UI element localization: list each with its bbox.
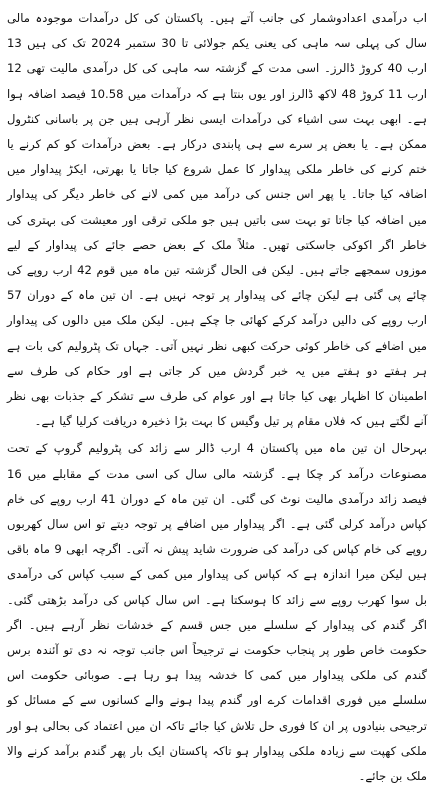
article-paragraph-2: بہرحال ان تین ماہ میں پاکستان 4 ارب ڈالر سے زائد کی پٹرولیم گروپ کے تحت مصنوعات درآمد کر چکا ہے۔ گزشتہ مالی سال کی اسی مدت کے مقابلے میں 16 فیصد زائد درآمدی مالیت نوٹ کی گئی۔ ان تین ماہ کے دوران 41 ارب روپے کی خام کپاس درآمد کرلی گئی ہے۔ اگر پیداوار میں اضافے پر توجہ دیتے تو اس سال کھربوں روپے کی خام کپاس کی درآمد کی ضرورت شاید پیش نہ آتی۔ اگرچہ ابھی 9 ماہ باقی ہیں لیکن میرا اندازہ ہے کہ کپاس کی پیداوار میں کمی کے سبب کپاس کی درآمدی بل سوا کھرب روپے سے زائد کا ہوسکتا ہے۔ اس سال کپاس کی درآمد بڑھتی گئی۔ اگر گندم کی پیداوار کے سلسلے میں جس قسم کے خدشات نظر آرہے ہیں۔ اگر حکومت خاص طور پر پنجاب حکومت نے ترجیحاً اس جانب توجہ نہ دی تو آئندہ برس گندم کی ملکی پیداوار میں کمی کا خدشہ پیدا ہو رہا ہے۔ صوبائی حکومت اس سلسلے میں فوری اقدامات کرے اور گندم پیدا ہونے والے کسانوں سے کے مسائل کو ترجیحی بنیادوں پر ان کا فوری حل تلاش کیا جائے تاکہ ان میں اعتماد کی بحالی ہو اور ملکی کھپت سے زیادہ ملکی پیداوار ہو تاکہ پاکستان ایک بار پھر گندم برآمد کرنے والا ملک بن جائے۔ <box>7 441 427 784</box>
article-paragraph-1: اب درآمدی اعدادوشمار کی جانب آتے ہیں۔ پاکستان کی کل درآمدات موجودہ مالی سال کی پہلی سہ ماہی کی یعنی یکم جولائی تا 30 ستمبر 2024 تک کی ہیں 13 ارب 40 کروڑ ڈالرز۔ اسی مدت کے گزشتہ سہ ماہی کی کل درآمدی مالیت تھی 12 ارب 11 کروڑ 48 لاکھ ڈالرز اور یوں بنتا ہے کہ درآمدات میں 10.58 فیصد اضافہ ہوا ہے۔ ابھی بہت سی اشیاء کی درآمدات ایسی نظر آرہی ہیں جن پر باسانی کنٹرول ممکن ہے۔ یا بعض پر سرے سے ہی پابندی درکار ہے۔ بعض درآمدات کو کم کرنے یا ختم کرنے کی خاطر ملکی پیداوار کا عمل شروع کیا جاتا یا بھرتی، ایکڑ پیداوار میں اضافہ کیا جاتا۔ یا پھر اس جنس کی درآمد میں کمی لانے کی خاطر دیگر کی پیداوار میں اضافہ کیا جاتا تو بہت سی باتیں ہیں جو ملکی ترقی اور معیشت کی بہتری کی خاطر اگر اکوکی جاسکتی تھیں۔ مثلاً ملک کے بعض حصے جائے کی پیداوار کے لیے موزوں سمجھے جاتے ہیں۔ لیکن فی الحال گزشتہ تین ماہ میں قوم 42 ارب روپے کی چائے پی گئی ہے لیکن چائے کی پیداوار پر توجہ نہیں ہے۔ ان تین ماہ کے دوران 57 ارب روپے کی دالیں درآمد کرکے کھائی جا چکے ہیں۔ لیکن ملک میں دالوں کی پیداوار میں اضافے کی خاطر کوئی حرکت کبھی نظر نہیں آتی۔ جہاں تک پٹرولیم کی بات ہے ہر ہفتے دو ہفتے میں یہ خبر گردش میں کر جاتی ہے اور حکام کی طرف سے اطمینان کا اظہار بھی کیا جاتا ہے اور عوام کی طرف سے تشکر کے جذبات بھی نظر آنے لگتے ہیں کہ فلاں مقام پر تیل وگیس کا بہت بڑا ذخیرہ دریافت کرلیا گیا ہے۔ <box>7 11 427 429</box>
